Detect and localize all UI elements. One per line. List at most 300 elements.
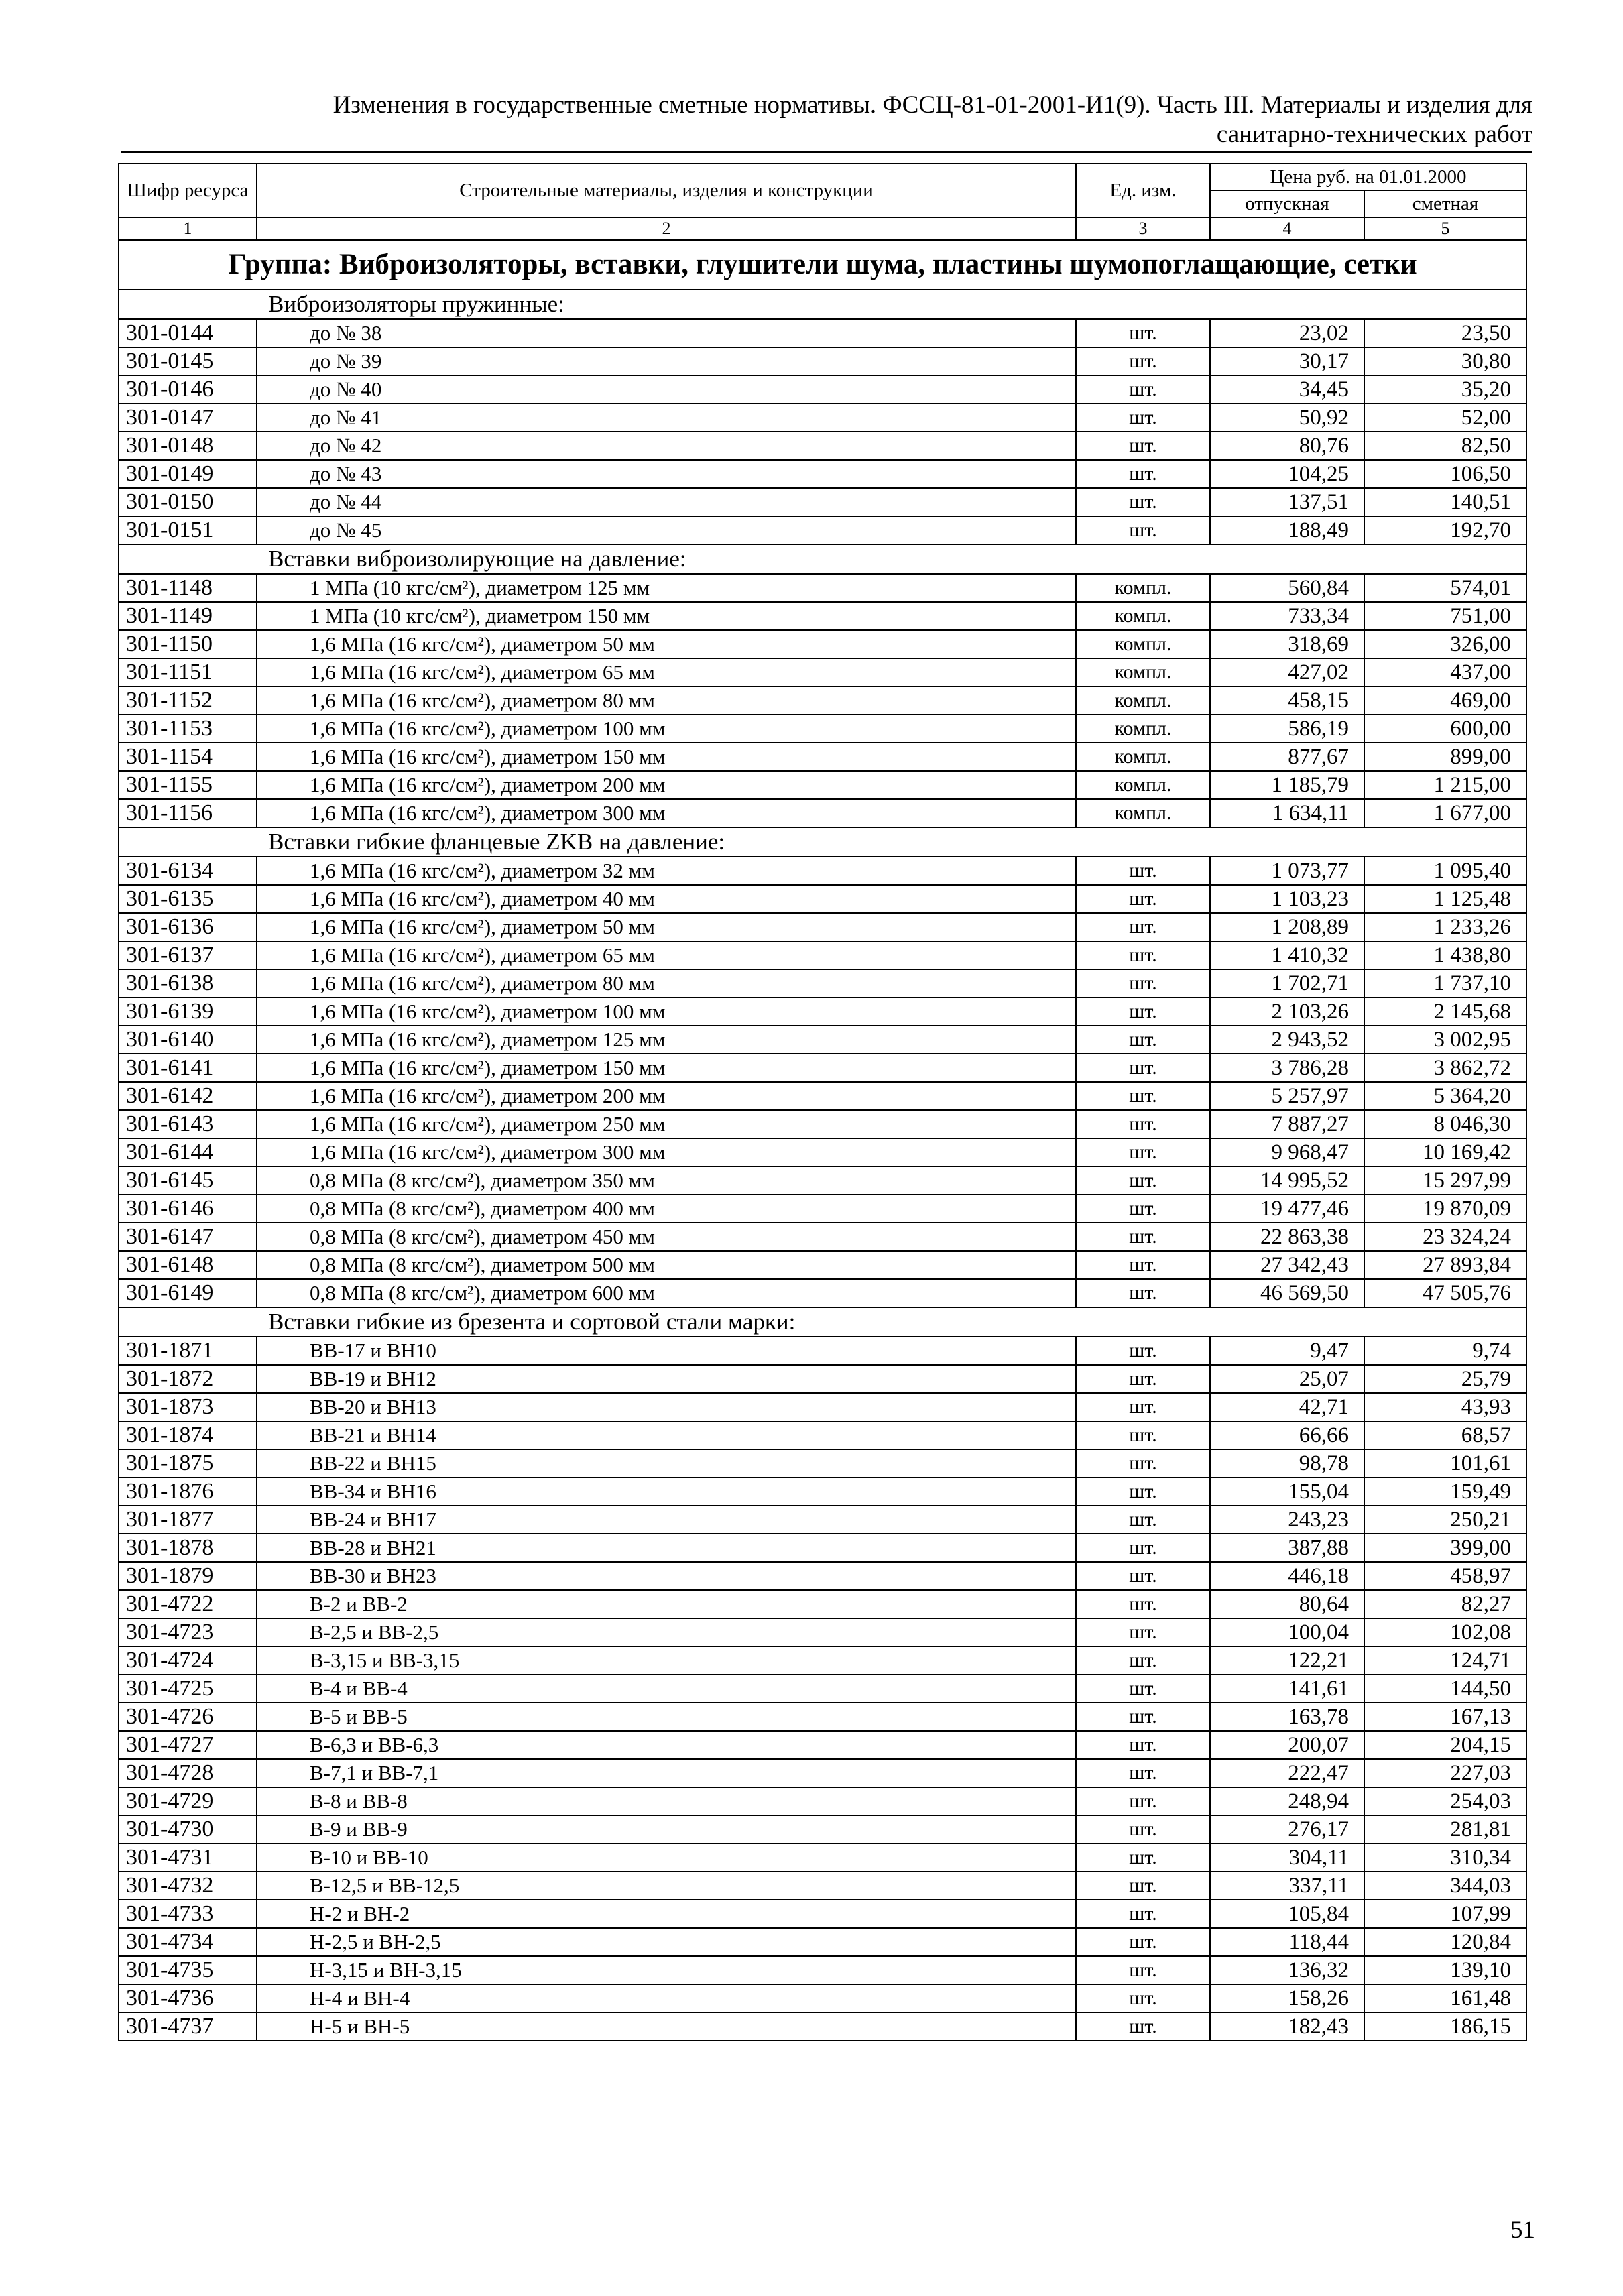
- unit-of-measure: шт.: [1076, 857, 1210, 885]
- resource-code: 301-6145: [119, 1166, 257, 1195]
- table-row: [119, 602, 1526, 630]
- estimate-price: 68,57: [1364, 1421, 1526, 1449]
- table-row: [119, 799, 1526, 827]
- estimate-price: 161,48: [1364, 1984, 1526, 2012]
- section-title-row: [119, 290, 1526, 319]
- release-price: 141,61: [1210, 1675, 1364, 1703]
- resource-code: 301-1154: [119, 743, 257, 771]
- resource-code: 301-0148: [119, 432, 257, 460]
- resource-code: 301-1874: [119, 1421, 257, 1449]
- running-header-line1: Изменения в государственные сметные нормативы. ФССЦ-81-01-2001-И1(9). Часть III. Материалы и изделия для: [333, 91, 1532, 119]
- table-row: [119, 2012, 1526, 2041]
- estimate-price: 469,00: [1364, 686, 1526, 715]
- section-title-row: [119, 827, 1526, 857]
- unit-of-measure: шт.: [1076, 1956, 1210, 1984]
- resource-code: 301-6139: [119, 998, 257, 1026]
- table-row: [119, 1026, 1526, 1054]
- col-number-3: 3: [1076, 217, 1210, 240]
- material-name: ВВ-20 и ВН13: [257, 1393, 1076, 1421]
- material-name: ВВ-17 и ВН10: [257, 1337, 1076, 1365]
- unit-of-measure: шт.: [1076, 488, 1210, 516]
- material-name: 1,6 МПа (16 кгс/см²), диаметром 65 мм: [257, 941, 1076, 969]
- material-name: 1,6 МПа (16 кгс/см²), диаметром 200 мм: [257, 1082, 1076, 1110]
- unit-of-measure: шт.: [1076, 1223, 1210, 1251]
- unit-of-measure: шт.: [1076, 1195, 1210, 1223]
- unit-of-measure: шт.: [1076, 432, 1210, 460]
- unit-of-measure: шт.: [1076, 1365, 1210, 1393]
- release-price: 23,02: [1210, 319, 1364, 347]
- estimate-price: 82,27: [1364, 1590, 1526, 1618]
- unit-of-measure: шт.: [1076, 1251, 1210, 1279]
- table-row: [119, 1590, 1526, 1618]
- release-price: 304,11: [1210, 1844, 1364, 1872]
- release-price: 446,18: [1210, 1562, 1364, 1590]
- resource-code: 301-4730: [119, 1815, 257, 1844]
- table-row: [119, 516, 1526, 544]
- table-row: [119, 1646, 1526, 1675]
- release-price: 42,71: [1210, 1393, 1364, 1421]
- table-row: [119, 1138, 1526, 1166]
- estimate-price: 186,15: [1364, 2012, 1526, 2041]
- table-row: [119, 347, 1526, 375]
- table-row: [119, 1731, 1526, 1759]
- table-row: [119, 743, 1526, 771]
- estimate-price: 192,70: [1364, 516, 1526, 544]
- table-row: [119, 1365, 1526, 1393]
- unit-of-measure: шт.: [1076, 913, 1210, 941]
- unit-of-measure: шт.: [1076, 1110, 1210, 1138]
- material-name: ВВ-19 и ВН12: [257, 1365, 1076, 1393]
- resource-code: 301-0151: [119, 516, 257, 544]
- table-row: [119, 1675, 1526, 1703]
- material-name: В-3,15 и ВВ-3,15: [257, 1646, 1076, 1675]
- unit-of-measure: шт.: [1076, 969, 1210, 998]
- resource-code: 301-6149: [119, 1279, 257, 1307]
- material-name: В-2,5 и ВВ-2,5: [257, 1618, 1076, 1646]
- material-name: 1,6 МПа (16 кгс/см²), диаметром 100 мм: [257, 715, 1076, 743]
- table-row: [119, 658, 1526, 686]
- page-number: 51: [1510, 2216, 1535, 2244]
- table-row: [119, 913, 1526, 941]
- unit-of-measure: шт.: [1076, 1534, 1210, 1562]
- release-price: 100,04: [1210, 1618, 1364, 1646]
- material-name: до № 45: [257, 516, 1076, 544]
- estimate-price: 227,03: [1364, 1759, 1526, 1787]
- table-head-row-1: [119, 164, 1526, 190]
- resource-code: 301-4733: [119, 1900, 257, 1928]
- estimate-price: 254,03: [1364, 1787, 1526, 1815]
- section-title-row: [119, 1307, 1526, 1337]
- release-price: 155,04: [1210, 1477, 1364, 1506]
- release-price: 458,15: [1210, 686, 1364, 715]
- estimate-price: 1 233,26: [1364, 913, 1526, 941]
- resource-code: 301-1152: [119, 686, 257, 715]
- resource-code: 301-4729: [119, 1787, 257, 1815]
- unit-of-measure: шт.: [1076, 1449, 1210, 1477]
- table-row: [119, 1054, 1526, 1082]
- resource-code: 301-0145: [119, 347, 257, 375]
- table-row: [119, 1477, 1526, 1506]
- release-price: 318,69: [1210, 630, 1364, 658]
- resource-code: 301-4722: [119, 1590, 257, 1618]
- release-price: 30,17: [1210, 347, 1364, 375]
- unit-of-measure: шт.: [1076, 1393, 1210, 1421]
- unit-of-measure: шт.: [1076, 1900, 1210, 1928]
- estimate-price: 9,74: [1364, 1337, 1526, 1365]
- table-row: [119, 1166, 1526, 1195]
- estimate-price: 310,34: [1364, 1844, 1526, 1872]
- material-name: ВВ-21 и ВН14: [257, 1421, 1076, 1449]
- material-name: 1,6 МПа (16 кгс/см²), диаметром 150 мм: [257, 743, 1076, 771]
- unit-of-measure: компл.: [1076, 799, 1210, 827]
- material-name: 1 МПа (10 кгс/см²), диаметром 150 мм: [257, 602, 1076, 630]
- table-row: [119, 1110, 1526, 1138]
- resource-code: 301-1877: [119, 1506, 257, 1534]
- unit-of-measure: шт.: [1076, 460, 1210, 488]
- unit-of-measure: шт.: [1076, 516, 1210, 544]
- material-name: Н-2 и ВН-2: [257, 1900, 1076, 1928]
- estimate-price: 281,81: [1364, 1815, 1526, 1844]
- table-row: [119, 319, 1526, 347]
- unit-of-measure: шт.: [1076, 1844, 1210, 1872]
- unit-of-measure: шт.: [1076, 1138, 1210, 1166]
- release-price: 98,78: [1210, 1449, 1364, 1477]
- release-price: 276,17: [1210, 1815, 1364, 1844]
- material-name: 1,6 МПа (16 кгс/см²), диаметром 250 мм: [257, 1110, 1076, 1138]
- estimate-price: 899,00: [1364, 743, 1526, 771]
- release-price: 188,49: [1210, 516, 1364, 544]
- resource-code: 301-6141: [119, 1054, 257, 1082]
- unit-of-measure: компл.: [1076, 658, 1210, 686]
- material-name: В-12,5 и ВВ-12,5: [257, 1872, 1076, 1900]
- release-price: 200,07: [1210, 1731, 1364, 1759]
- release-price: 118,44: [1210, 1928, 1364, 1956]
- section-title: Вставки виброизолирующие на давление:: [119, 544, 1526, 574]
- release-price: 1 073,77: [1210, 857, 1364, 885]
- unit-of-measure: компл.: [1076, 771, 1210, 799]
- unit-of-measure: шт.: [1076, 319, 1210, 347]
- release-price: 80,64: [1210, 1590, 1364, 1618]
- material-name: 0,8 МПа (8 кгс/см²), диаметром 600 мм: [257, 1279, 1076, 1307]
- table-row: [119, 771, 1526, 799]
- table-row: [119, 1506, 1526, 1534]
- estimate-price: 1 737,10: [1364, 969, 1526, 998]
- table-row: [119, 630, 1526, 658]
- material-name: до № 38: [257, 319, 1076, 347]
- col-release-head: отпускная: [1210, 190, 1364, 217]
- material-name: до № 41: [257, 404, 1076, 432]
- resource-code: 301-0150: [119, 488, 257, 516]
- table-row: [119, 375, 1526, 404]
- table-row: [119, 1223, 1526, 1251]
- material-name: 0,8 МПа (8 кгс/см²), диаметром 500 мм: [257, 1251, 1076, 1279]
- resource-code: 301-1156: [119, 799, 257, 827]
- running-header-line2: санитарно-технических работ: [1216, 121, 1532, 148]
- unit-of-measure: шт.: [1076, 1337, 1210, 1365]
- estimate-price: 23,50: [1364, 319, 1526, 347]
- material-name: 0,8 МПа (8 кгс/см²), диаметром 350 мм: [257, 1166, 1076, 1195]
- resource-code: 301-0146: [119, 375, 257, 404]
- resource-code: 301-6144: [119, 1138, 257, 1166]
- estimate-price: 344,03: [1364, 1872, 1526, 1900]
- table-row: [119, 1421, 1526, 1449]
- unit-of-measure: компл.: [1076, 630, 1210, 658]
- resource-code: 301-6134: [119, 857, 257, 885]
- material-name: ВВ-22 и ВН15: [257, 1449, 1076, 1477]
- estimate-price: 1 677,00: [1364, 799, 1526, 827]
- release-price: 66,66: [1210, 1421, 1364, 1449]
- unit-of-measure: шт.: [1076, 1562, 1210, 1590]
- col-number-5: 5: [1364, 217, 1526, 240]
- estimate-price: 5 364,20: [1364, 1082, 1526, 1110]
- unit-of-measure: шт.: [1076, 1984, 1210, 2012]
- material-name: 1,6 МПа (16 кгс/см²), диаметром 50 мм: [257, 630, 1076, 658]
- resource-code: 301-1871: [119, 1337, 257, 1365]
- resource-code: 301-6147: [119, 1223, 257, 1251]
- material-name: до № 39: [257, 347, 1076, 375]
- table-row: [119, 460, 1526, 488]
- release-price: 427,02: [1210, 658, 1364, 686]
- resource-code: 301-1878: [119, 1534, 257, 1562]
- unit-of-measure: шт.: [1076, 1082, 1210, 1110]
- table-row: [119, 1393, 1526, 1421]
- estimate-price: 102,08: [1364, 1618, 1526, 1646]
- estimate-price: 120,84: [1364, 1928, 1526, 1956]
- unit-of-measure: компл.: [1076, 743, 1210, 771]
- table-row: [119, 1562, 1526, 1590]
- estimate-price: 140,51: [1364, 488, 1526, 516]
- table-row: [119, 1759, 1526, 1787]
- resource-code: 301-1879: [119, 1562, 257, 1590]
- release-price: 22 863,38: [1210, 1223, 1364, 1251]
- resource-code: 301-1150: [119, 630, 257, 658]
- resource-code: 301-4734: [119, 1928, 257, 1956]
- unit-of-measure: шт.: [1076, 1279, 1210, 1307]
- estimate-price: 204,15: [1364, 1731, 1526, 1759]
- material-name: ВВ-30 и ВН23: [257, 1562, 1076, 1590]
- resource-code: 301-6148: [119, 1251, 257, 1279]
- estimate-price: 574,01: [1364, 574, 1526, 602]
- resource-code: 301-6143: [119, 1110, 257, 1138]
- col-name-head: Строительные материалы, изделия и конструкции: [257, 164, 1076, 217]
- column-number-row: [119, 217, 1526, 240]
- table-row: [119, 1900, 1526, 1928]
- resource-code: 301-4727: [119, 1731, 257, 1759]
- table-row: [119, 686, 1526, 715]
- resource-code: 301-1875: [119, 1449, 257, 1477]
- release-price: 586,19: [1210, 715, 1364, 743]
- material-name: Н-5 и ВН-5: [257, 2012, 1076, 2041]
- material-name: 1,6 МПа (16 кгс/см²), диаметром 150 мм: [257, 1054, 1076, 1082]
- resource-code: 301-0149: [119, 460, 257, 488]
- table-row: [119, 404, 1526, 432]
- table-row: [119, 1787, 1526, 1815]
- unit-of-measure: компл.: [1076, 715, 1210, 743]
- material-name: Н-3,15 и ВН-3,15: [257, 1956, 1076, 1984]
- col-code-head: Шифр ресурса: [119, 164, 257, 217]
- estimate-price: 1 438,80: [1364, 941, 1526, 969]
- table-row: [119, 1872, 1526, 1900]
- table-row: [119, 1251, 1526, 1279]
- unit-of-measure: шт.: [1076, 2012, 1210, 2041]
- release-price: 9,47: [1210, 1337, 1364, 1365]
- resource-code: 301-6138: [119, 969, 257, 998]
- col-number-1: 1: [119, 217, 257, 240]
- release-price: 1 702,71: [1210, 969, 1364, 998]
- release-price: 34,45: [1210, 375, 1364, 404]
- table-row: [119, 715, 1526, 743]
- material-name: до № 44: [257, 488, 1076, 516]
- resource-code: 301-6136: [119, 913, 257, 941]
- release-price: 19 477,46: [1210, 1195, 1364, 1223]
- resource-code: 301-4731: [119, 1844, 257, 1872]
- col-price-head: Цена руб. на 01.01.2000: [1210, 164, 1526, 190]
- unit-of-measure: шт.: [1076, 1928, 1210, 1956]
- resource-code: 301-4724: [119, 1646, 257, 1675]
- unit-of-measure: компл.: [1076, 574, 1210, 602]
- material-name: Н-2,5 и ВН-2,5: [257, 1928, 1076, 1956]
- material-name: до № 43: [257, 460, 1076, 488]
- estimate-price: 19 870,09: [1364, 1195, 1526, 1223]
- resource-code: 301-4736: [119, 1984, 257, 2012]
- unit-of-measure: шт.: [1076, 375, 1210, 404]
- material-name: 0,8 МПа (8 кгс/см²), диаметром 450 мм: [257, 1223, 1076, 1251]
- table-row: [119, 969, 1526, 998]
- table-row: [119, 885, 1526, 913]
- unit-of-measure: шт.: [1076, 1703, 1210, 1731]
- unit-of-measure: шт.: [1076, 998, 1210, 1026]
- material-name: 1,6 МПа (16 кгс/см²), диаметром 65 мм: [257, 658, 1076, 686]
- release-price: 2 103,26: [1210, 998, 1364, 1026]
- release-price: 104,25: [1210, 460, 1364, 488]
- estimate-price: 159,49: [1364, 1477, 1526, 1506]
- estimate-price: 437,00: [1364, 658, 1526, 686]
- estimate-price: 751,00: [1364, 602, 1526, 630]
- resource-code: 301-4737: [119, 2012, 257, 2041]
- estimate-price: 1 095,40: [1364, 857, 1526, 885]
- estimate-price: 600,00: [1364, 715, 1526, 743]
- resource-code: 301-6140: [119, 1026, 257, 1054]
- estimate-price: 458,97: [1364, 1562, 1526, 1590]
- price-table: [118, 163, 1527, 2041]
- release-price: 1 208,89: [1210, 913, 1364, 941]
- resource-code: 301-1872: [119, 1365, 257, 1393]
- estimate-price: 27 893,84: [1364, 1251, 1526, 1279]
- table-row: [119, 1815, 1526, 1844]
- unit-of-measure: шт.: [1076, 1477, 1210, 1506]
- material-name: ВВ-28 и ВН21: [257, 1534, 1076, 1562]
- resource-code: 301-1151: [119, 658, 257, 686]
- table-row: [119, 1984, 1526, 2012]
- table-row: [119, 857, 1526, 885]
- estimate-price: 124,71: [1364, 1646, 1526, 1675]
- release-price: 105,84: [1210, 1900, 1364, 1928]
- estimate-price: 43,93: [1364, 1393, 1526, 1421]
- unit-of-measure: шт.: [1076, 1731, 1210, 1759]
- table-row: [119, 1534, 1526, 1562]
- resource-code: 301-6146: [119, 1195, 257, 1223]
- unit-of-measure: шт.: [1076, 1646, 1210, 1675]
- release-price: 387,88: [1210, 1534, 1364, 1562]
- estimate-price: 3 862,72: [1364, 1054, 1526, 1082]
- material-name: В-2 и ВВ-2: [257, 1590, 1076, 1618]
- resource-code: 301-4723: [119, 1618, 257, 1646]
- table-row: [119, 1195, 1526, 1223]
- section-title: Вставки гибкие из брезента и сортовой стали марки:: [119, 1307, 1526, 1337]
- material-name: ВВ-24 и ВН17: [257, 1506, 1076, 1534]
- estimate-price: 47 505,76: [1364, 1279, 1526, 1307]
- unit-of-measure: шт.: [1076, 1166, 1210, 1195]
- unit-of-measure: шт.: [1076, 1872, 1210, 1900]
- table-row: [119, 1279, 1526, 1307]
- table-row: [119, 1956, 1526, 1984]
- col-number-2: 2: [257, 217, 1076, 240]
- material-name: В-4 и ВВ-4: [257, 1675, 1076, 1703]
- material-name: 1,6 МПа (16 кгс/см²), диаметром 125 мм: [257, 1026, 1076, 1054]
- estimate-price: 144,50: [1364, 1675, 1526, 1703]
- estimate-price: 30,80: [1364, 347, 1526, 375]
- material-name: до № 40: [257, 375, 1076, 404]
- table-row: [119, 941, 1526, 969]
- section-title: Виброизоляторы пружинные:: [119, 290, 1526, 319]
- estimate-price: 139,10: [1364, 1956, 1526, 1984]
- material-name: 1,6 МПа (16 кгс/см²), диаметром 32 мм: [257, 857, 1076, 885]
- estimate-price: 399,00: [1364, 1534, 1526, 1562]
- unit-of-measure: шт.: [1076, 1421, 1210, 1449]
- col-unit-head: Ед. изм.: [1076, 164, 1210, 217]
- unit-of-measure: компл.: [1076, 602, 1210, 630]
- release-price: 182,43: [1210, 2012, 1364, 2041]
- estimate-price: 25,79: [1364, 1365, 1526, 1393]
- release-price: 25,07: [1210, 1365, 1364, 1393]
- resource-code: 301-1149: [119, 602, 257, 630]
- table-row: [119, 1449, 1526, 1477]
- release-price: 560,84: [1210, 574, 1364, 602]
- material-name: 1,6 МПа (16 кгс/см²), диаметром 40 мм: [257, 885, 1076, 913]
- group-title-row: [119, 240, 1526, 290]
- release-price: 80,76: [1210, 432, 1364, 460]
- section-title: Вставки гибкие фланцевые ZKB на давление:: [119, 827, 1526, 857]
- estimate-price: 8 046,30: [1364, 1110, 1526, 1138]
- estimate-price: 107,99: [1364, 1900, 1526, 1928]
- table-row: [119, 1928, 1526, 1956]
- material-name: 0,8 МПа (8 кгс/см²), диаметром 400 мм: [257, 1195, 1076, 1223]
- release-price: 733,34: [1210, 602, 1364, 630]
- material-name: ВВ-34 и ВН16: [257, 1477, 1076, 1506]
- unit-of-measure: шт.: [1076, 885, 1210, 913]
- estimate-price: 250,21: [1364, 1506, 1526, 1534]
- estimate-price: 101,61: [1364, 1449, 1526, 1477]
- estimate-price: 106,50: [1364, 460, 1526, 488]
- estimate-price: 2 145,68: [1364, 998, 1526, 1026]
- material-name: 1,6 МПа (16 кгс/см²), диаметром 200 мм: [257, 771, 1076, 799]
- resource-code: 301-0147: [119, 404, 257, 432]
- group-title: Группа: Виброизоляторы, вставки, глушители шума, пластины шумопоглащающие, сетки: [119, 240, 1526, 290]
- unit-of-measure: шт.: [1076, 1759, 1210, 1787]
- material-name: 1,6 МПа (16 кгс/см²), диаметром 80 мм: [257, 686, 1076, 715]
- release-price: 1 634,11: [1210, 799, 1364, 827]
- material-name: 1,6 МПа (16 кгс/см²), диаметром 300 мм: [257, 1138, 1076, 1166]
- col-number-4: 4: [1210, 217, 1364, 240]
- table-row: [119, 432, 1526, 460]
- estimate-price: 1 125,48: [1364, 885, 1526, 913]
- unit-of-measure: шт.: [1076, 1026, 1210, 1054]
- estimate-price: 326,00: [1364, 630, 1526, 658]
- release-price: 248,94: [1210, 1787, 1364, 1815]
- release-price: 50,92: [1210, 404, 1364, 432]
- resource-code: 301-1873: [119, 1393, 257, 1421]
- resource-code: 301-1876: [119, 1477, 257, 1506]
